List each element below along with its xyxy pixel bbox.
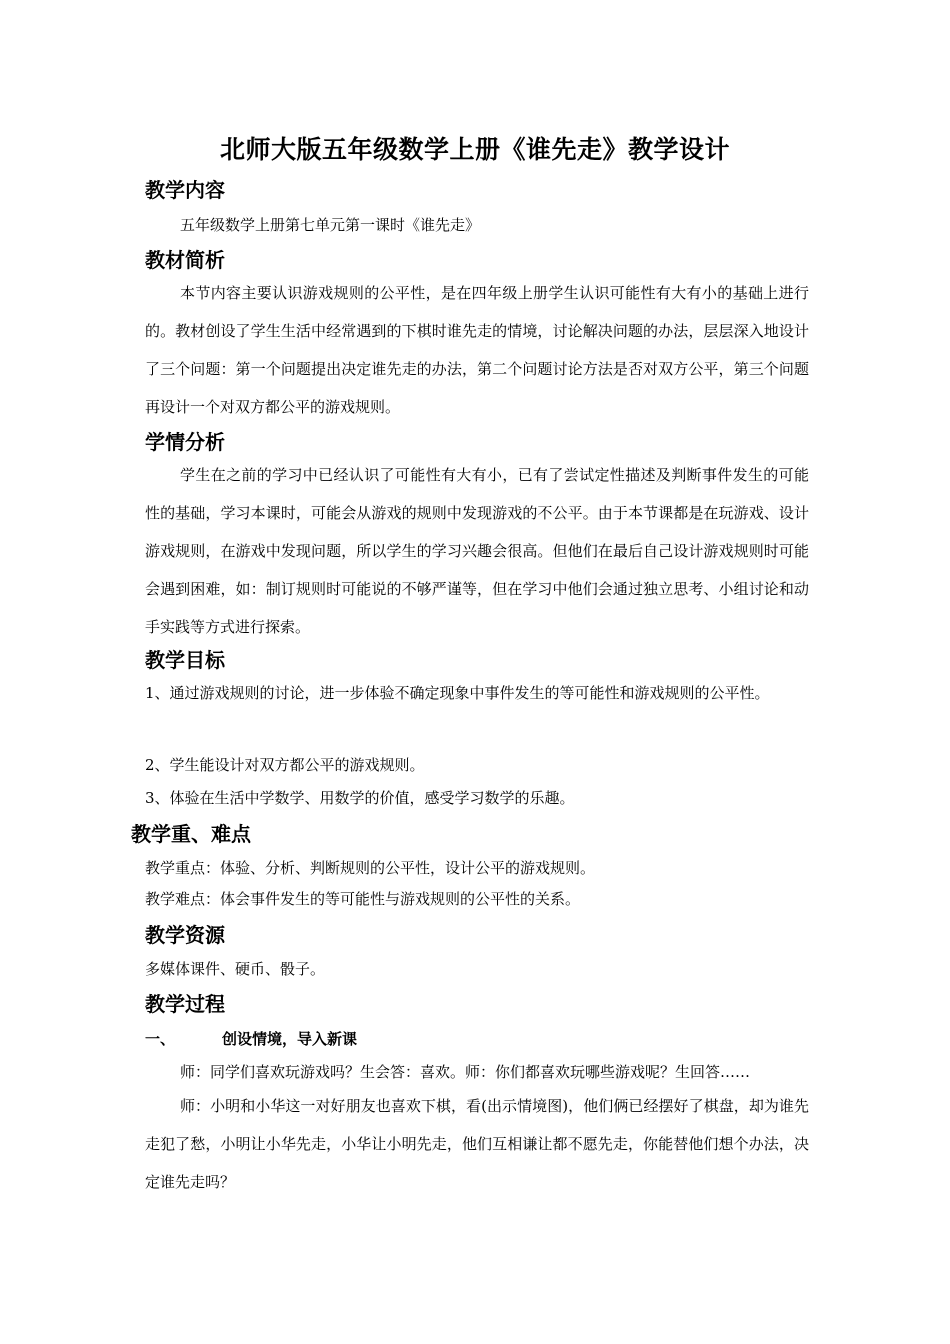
heading-material: 教材简析 <box>145 248 225 272</box>
step-number: 一、 <box>145 1030 176 1048</box>
goal-item-2: 2、学生能设计对双方都公平的游戏规则。 <box>145 756 425 774</box>
document-title: 北师大版五年级数学上册《谁先走》教学设计 <box>219 135 730 164</box>
process-paragraph-2: 师：小明和小华这一对好朋友也喜欢下棋，看(出示情境图)，他们俩已经摆好了棋盘，却为谁先走犯了愁，小明让小华先走，小华让小明先走，他们互相谦让都不愿先走，你能替他们想个办法，决定谁先走吗？ <box>145 1097 809 1191</box>
heading-process: 教学过程 <box>145 992 225 1016</box>
goal-item-3: 3、体验在生活中学数学、用数学的价值，感受学习数学的乐趣。 <box>145 789 575 807</box>
content-text: 五年级数学上册第七单元第一课时《谁先走》 <box>180 216 481 234</box>
heading-content: 教学内容 <box>145 178 225 202</box>
material-paragraph: 本节内容主要认识游戏规则的公平性，是在四年级上册学生认识可能性有大有小的基础上进行的。教材创设了学生生活中经常遇到的下棋时谁先走的情境，讨论解决问题的办法，层层深入地设计了三个问题：第一个问题提出决定谁先走的办法，第二个问题讨论方法是否对双方公平，第三个问题再设计一个对双方都公平的游戏规则。 <box>145 284 809 416</box>
goal-item-1: 1、通过游戏规则的讨论，进一步体验不确定现象中事件发生的等可能性和游戏规则的公平性。 <box>145 684 770 702</box>
students-paragraph: 学生在之前的学习中已经认识了可能性有大有小，已有了尝试定性描述及判断事件发生的可能性的基础，学习本课时，可能会从游戏的规则中发现游戏的不公平。由于本节课都是在玩游戏、设计游戏规则，在游戏中发现问题，所以学生的学习兴趣会很高。但他们在最后自己设计游戏规则时可能会遇到困难，如：制订规则时可能说的不够严谨等，但在学习中他们会通过独立思考、小组讨论和动手实践等方式进行探索。 <box>145 466 809 636</box>
heading-students: 学情分析 <box>145 430 225 454</box>
process-paragraph-1: 师：同学们喜欢玩游戏吗？生会答：喜欢。师：你们都喜欢玩哪些游戏呢？生回答…… <box>180 1063 751 1081</box>
difficult-point: 教学难点：体会事件发生的等可能性与游戏规则的公平性的关系。 <box>145 890 581 908</box>
heading-keypoints: 教学重、难点 <box>131 822 251 846</box>
key-point: 教学重点：体验、分析、判断规则的公平性，设计公平的游戏规则。 <box>145 859 596 877</box>
heading-resources: 教学资源 <box>145 923 225 947</box>
heading-goals: 教学目标 <box>145 648 225 672</box>
resources-text: 多媒体课件、硬币、骰子。 <box>145 960 326 978</box>
step-title: 创设情境，导入新课 <box>222 1030 358 1048</box>
